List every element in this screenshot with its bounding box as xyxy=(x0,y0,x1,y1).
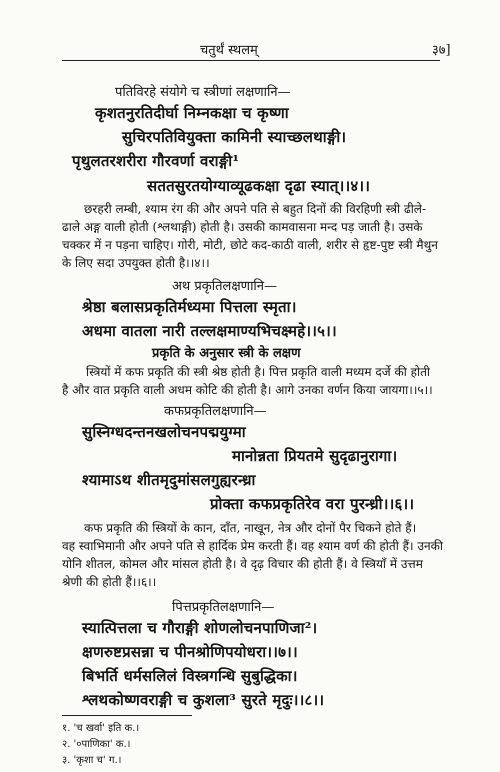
verse-line: प्रोक्ता कफप्रकृतिरेव वरा पुरन्ध्री।।६।। xyxy=(210,495,415,513)
verse-line: सुचिरपतिवियुक्ता कामिनी स्याच्छलथाङ्गी। xyxy=(122,128,347,146)
verse-line: सततसुरतयोग्याव्यूढकक्षा दृढा स्यात्।।४।। xyxy=(147,177,371,195)
verse-line: स्यात्पित्तला च गौराङ्गी शोणलोचनपाणिजा²। xyxy=(82,619,318,637)
prose-line: के लिए सदा उपयुक्त होती है।।४।। xyxy=(62,256,210,270)
verse-line: अधमा वातला नारी तल्लक्षमाण्यभिचक्ष्महे।।५।। xyxy=(82,322,337,340)
verse-line: पृथुलतरशरीरा गौरवर्णा वराङ्गी¹ xyxy=(72,152,240,170)
section-heading: पतिविरहे संयोगे च स्त्रीणां लक्षणानि— xyxy=(115,85,291,100)
section-heading: कफप्रकृतिलक्षणानि— xyxy=(164,404,267,419)
prose-line: कफ प्रकृति की स्त्रियों के कान, दाँत, नाखून, नेत्र और दोनों पैर चिकने होते हैं। xyxy=(84,521,417,535)
prose-line: छरहरी लम्बी, श्याम रंग की और अपने पति से बहुत दिनों की विरहिणी स्त्री ढीले- xyxy=(84,202,427,216)
footnote: २. '०पाणिका' क.। xyxy=(62,739,131,750)
prose-line: श्रेणी की होती हैं।।६।। xyxy=(62,575,157,589)
prose-line: है और वात प्रकृति वाली अधम कोटि की होती है। आगे उनका वर्णन किया जायगा।।५।। xyxy=(62,383,433,397)
footnote: १. 'च खर्वा' इति क.। xyxy=(62,723,140,734)
verse-line: सुस्निग्धदन्तनखलोचनपद्मयुग्मा xyxy=(82,423,246,441)
running-header: चतुर्थं स्थलम् xyxy=(200,43,258,58)
verse-line: क्षणरुष्टप्रसन्ना च पीनश्रोणिपयोधरा।।७।। xyxy=(82,643,298,661)
page-number: ३७] xyxy=(432,43,451,58)
section-heading: अथ प्रकृतिलक्षणानि— xyxy=(172,279,278,294)
footnote: ३. 'कृशा च' ग.। xyxy=(62,755,122,766)
section-subheading: प्रकृति के अनुसार स्त्री के लक्षण xyxy=(152,346,301,361)
prose-line: ढाले अङ्ग वाली होती (श्लथाङ्गी) होती है। उसकी कामवासना मन्द पड़ जाती है। उसके xyxy=(62,220,423,234)
prose-line: स्त्रियों में कफ प्रकृति की स्त्री श्रेष्ठ होती है। पित्त प्रकृति वाली मध्यम दर्जे की होती xyxy=(86,365,431,379)
verse-line: श्रेष्ठा बलासप्रकृतिर्मध्यमा पित्तला स्मृता। xyxy=(82,298,297,316)
header-rule xyxy=(62,60,440,61)
section-heading: पित्तप्रकृतिलक्षणानि— xyxy=(172,600,275,615)
prose-line: चक्कर में न पड़ना चाहिए। गोरी, मोटी, छोटे कद-काठी वाली, शरीर से हृष्ट-पुष्ट स्त्री मैथुन xyxy=(62,238,438,252)
prose-line: योनि शीतल, कोमल और मांसल होती है। वे दृढ़ विचार की होती हैं। वे स्त्रियाँ में उत्तम xyxy=(62,557,423,571)
verse-line: मानोन्नता प्रियतमे सुदृढानुरागा। xyxy=(232,447,398,465)
footnote-rule xyxy=(62,715,192,716)
verse-line: कृशतनुरतिदीर्घा निम्नकक्षा च कृष्णा xyxy=(95,104,289,122)
verse-line: श्यामाऽथ शीतमृदुमांसलगुह्यरन्ध्रा xyxy=(82,471,256,489)
prose-line: वह स्वाभिमानी और अपने पति से हार्दिक प्रेम करती हैं। वह श्याम वर्ण की होती हैं। उनकी xyxy=(62,539,443,553)
verse-line: श्लथकोष्णवराङ्गी च कुशला³ सुरते मृदुः।।८।। xyxy=(82,691,325,709)
verse-line: बिभर्ति धर्मसलिलं विस्त्रगन्धि सुबुद्धिका। xyxy=(82,667,298,685)
